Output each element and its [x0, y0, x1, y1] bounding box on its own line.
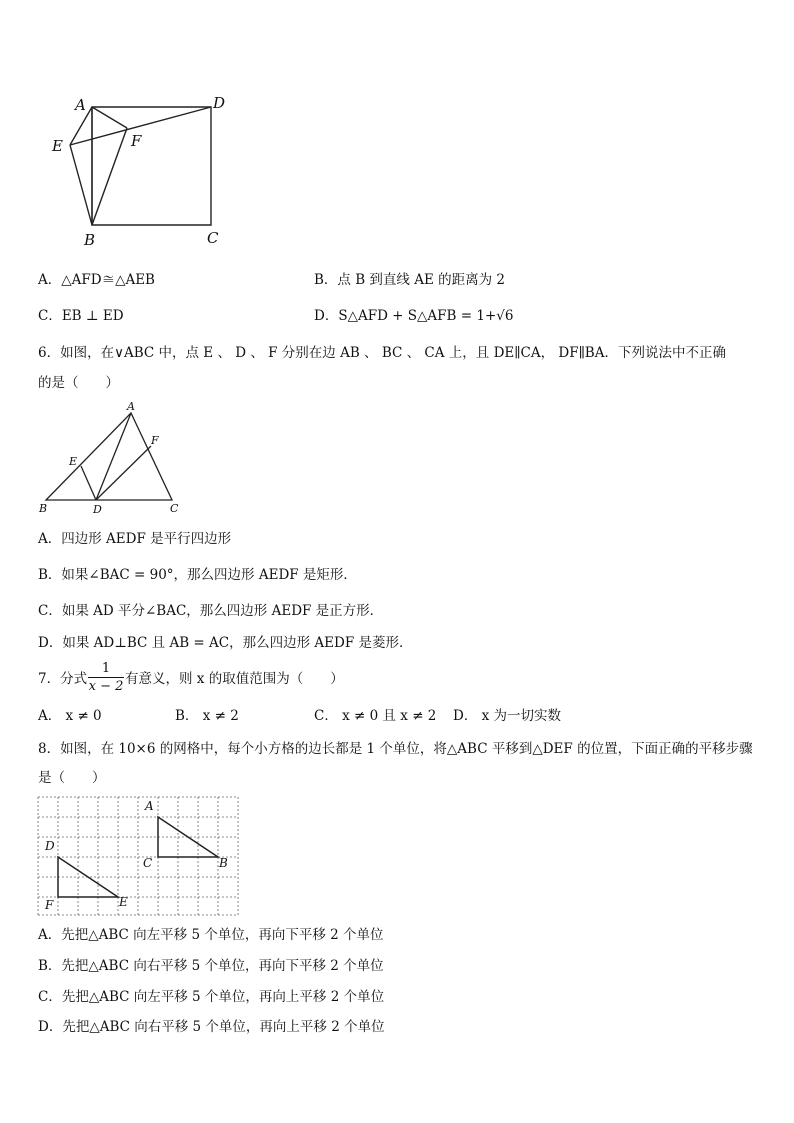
- q6-option-a: A．四边形 AEDF 是平行四边形: [38, 531, 232, 547]
- q5-option-b: B．点 B 到直线 AE 的距离为 2: [314, 272, 505, 288]
- q6-stem-line2: 的是（ ）: [38, 375, 119, 391]
- label-f: F: [131, 132, 142, 150]
- q8-stem-line2: 是（ ）: [38, 770, 106, 786]
- q5-option-c: C．EB ⊥ ED: [38, 308, 124, 324]
- q6-label-e: E: [69, 455, 78, 468]
- label-d: D: [213, 94, 226, 112]
- q8-option-d: D．先把△ABC 向右平移 5 个单位，再向上平移 2 个单位: [38, 1019, 385, 1035]
- label-b: B: [84, 231, 96, 249]
- q6-label-a: A: [127, 400, 135, 413]
- q7-option-d: D． x 为一切实数: [453, 708, 562, 724]
- q6-label-d: D: [93, 503, 102, 516]
- q8-label-c: C: [143, 856, 153, 870]
- q6-option-b: B．如果∠BAC = 90°，那么四边形 AEDF 是矩形．: [38, 567, 357, 583]
- q8-stem-line1: 8．如图，在 10×6 的网格中，每个小方格的边长都是 1 个单位，将△ABC 平移到△DEF 的位置，下面正确的平移步骤: [38, 741, 753, 757]
- q8-label-e: E: [119, 895, 128, 909]
- q7-stem-prefix: 7．分式: [38, 671, 88, 687]
- q6-option-c: C．如果 AD 平分∠BAC，那么四边形 AEDF 是正方形．: [38, 603, 384, 619]
- label-e: E: [52, 137, 63, 155]
- q7-option-b: B． x ≠ 2: [175, 708, 239, 724]
- q6-label-f: F: [151, 434, 159, 447]
- q8-option-a: A．先把△ABC 向左平移 5 个单位，再向下平移 2 个单位: [38, 927, 384, 943]
- label-a: A: [75, 96, 86, 114]
- q8-label-d: D: [45, 839, 55, 853]
- q6-label-c: C: [170, 502, 179, 515]
- q7-option-a: A． x ≠ 0: [38, 708, 102, 724]
- q7-stem-suffix: 有意义，则 x 的取值范围为（ ）: [125, 671, 344, 687]
- label-c: C: [207, 229, 219, 247]
- q8-option-c: C．先把△ABC 向左平移 5 个单位，再向上平移 2 个单位: [38, 989, 385, 1005]
- q6-option-d: D．如果 AD⊥BC 且 AB = AC，那么四边形 AEDF 是菱形．: [38, 635, 413, 651]
- q7-option-c: C． x ≠ 0 且 x ≠ 2: [314, 708, 437, 724]
- q8-label-a: A: [145, 799, 154, 813]
- q8-label-f: F: [45, 898, 54, 912]
- q5-option-d: D．S△AFD + S△AFB = 1+√6: [314, 308, 514, 324]
- q6-label-b: B: [39, 502, 48, 515]
- q7-fraction-denominator: x − 2: [88, 679, 124, 694]
- q8-label-b: B: [219, 856, 228, 870]
- q7-fraction-numerator: 1: [101, 661, 111, 676]
- q8-option-b: B．先把△ABC 向右平移 5 个单位，再向下平移 2 个单位: [38, 958, 384, 974]
- q6-stem-line1: 6．如图，在∨ABC 中，点 E 、 D 、 F 分别在边 AB 、 BC 、 CA 上，且 DE∥CA， DF∥BA．下列说法中不正确: [38, 345, 726, 361]
- q5-option-a: A．△AFD≅△AEB: [38, 272, 155, 288]
